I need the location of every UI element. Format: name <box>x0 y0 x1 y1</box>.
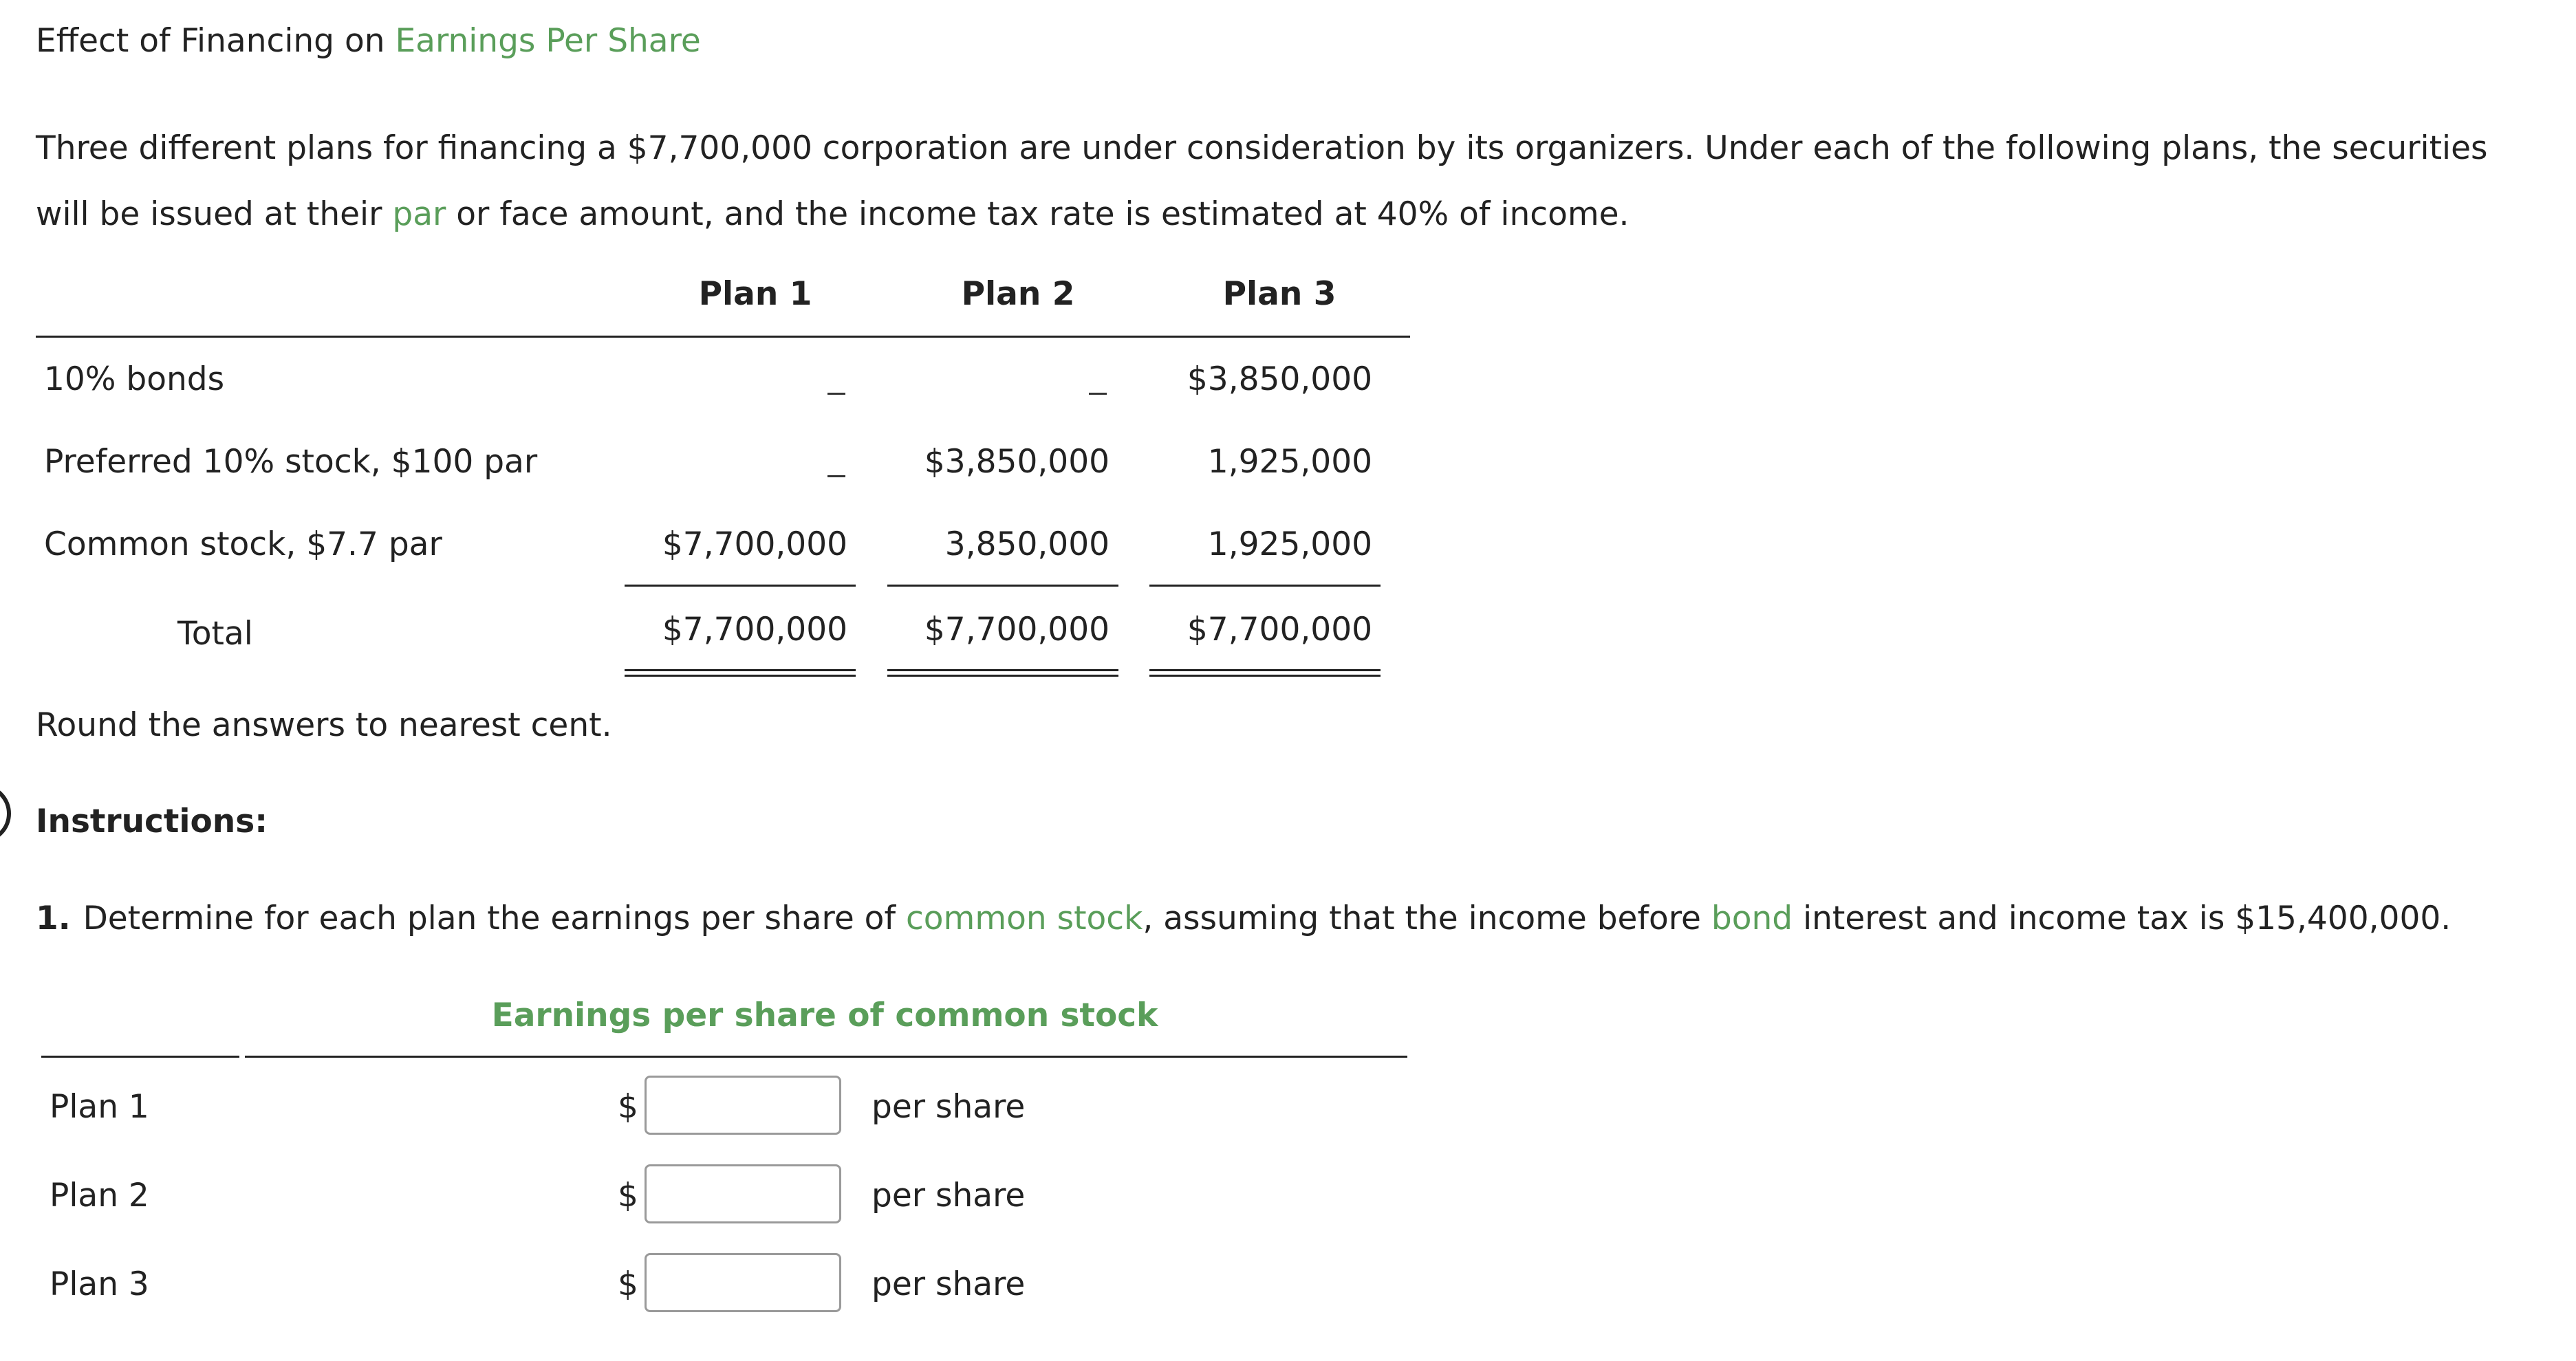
intro-paragraph <box>36 116 2553 248</box>
eps-heading: Earnings per share of common stock <box>491 997 1158 1034</box>
subtotal-rule-plan-1 <box>625 585 856 587</box>
column-header-plan-2: Plan 2 <box>961 275 1075 313</box>
plan-2-eps-input[interactable] <box>645 1164 841 1223</box>
row-label-preferred-stock: Preferred 10% stock, $100 par <box>44 443 538 481</box>
total-double-rule-plan-3 <box>1149 669 1381 677</box>
question-text-b: , assuming that the income before <box>1143 900 1711 937</box>
subtotal-rule-plan-2 <box>887 585 1118 587</box>
unit-label: per share <box>872 1088 1026 1126</box>
title-prefix: Effect of Financing on <box>36 22 396 60</box>
common-plan-1-value: $7,700,000 <box>662 525 847 563</box>
par-link[interactable]: par <box>392 195 446 233</box>
row-label-common-stock: Common stock, $7.7 par <box>44 525 442 563</box>
row-label-total: Total <box>177 615 253 653</box>
subtotal-rule-plan-3 <box>1149 585 1381 587</box>
answer-header-rule-right <box>245 1056 1407 1058</box>
question-1 <box>36 898 2451 939</box>
intro-line-1: Three different plans for financing a $7,700,000 corporation are under consideration by its organizers. Under each of the following plans, the securities <box>36 129 2488 167</box>
common-stock-link[interactable]: common stock <box>905 900 1143 937</box>
table-header-rule <box>36 336 1410 338</box>
question-number: 1. <box>36 900 71 937</box>
question-text-a: Determine for each plan the earnings per share of <box>83 900 906 937</box>
page-title <box>36 21 701 62</box>
intro-line-2-pre: will be issued at their <box>36 195 393 233</box>
instructions-heading: Instructions: <box>36 803 268 840</box>
plan-3-eps-input[interactable] <box>645 1253 841 1312</box>
empty-dash-plan-1 <box>827 393 845 395</box>
preferred-plan-2-value: $3,850,000 <box>924 443 1110 481</box>
bonds-plan-3-value: $3,850,000 <box>1187 360 1372 398</box>
unit-label: per share <box>872 1265 1026 1303</box>
empty-dash-plan-2 <box>1089 393 1107 395</box>
total-double-rule-plan-2 <box>887 669 1118 677</box>
currency-symbol: $ <box>618 1265 638 1303</box>
currency-symbol: $ <box>618 1177 638 1215</box>
answer-header-rule-left <box>41 1056 239 1058</box>
intro-line-2 <box>36 182 2553 248</box>
intro-line-2-post: or face amount, and the income tax rate is estimated at 40% of income. <box>446 195 1630 233</box>
column-header-plan-1: Plan 1 <box>698 275 812 313</box>
answer-label-plan-3: Plan 3 <box>50 1265 149 1303</box>
plan-1-eps-input[interactable] <box>645 1076 841 1135</box>
empty-dash-plan-1 <box>827 475 845 477</box>
total-plan-3-value: $7,700,000 <box>1187 611 1372 649</box>
currency-symbol: $ <box>618 1088 638 1126</box>
row-label-bonds: 10% bonds <box>44 360 225 398</box>
column-header-plan-3: Plan 3 <box>1222 275 1336 313</box>
common-plan-3-value: 1,925,000 <box>1207 525 1372 563</box>
preferred-plan-3-value: 1,925,000 <box>1207 443 1372 481</box>
total-double-rule-plan-1 <box>625 669 856 677</box>
answer-label-plan-2: Plan 2 <box>50 1177 149 1215</box>
side-circle-marker <box>0 784 11 843</box>
bond-link[interactable]: bond <box>1711 900 1793 937</box>
earnings-per-share-link[interactable]: Earnings Per Share <box>395 22 701 60</box>
common-plan-2-value: 3,850,000 <box>944 525 1110 563</box>
unit-label: per share <box>872 1177 1026 1215</box>
total-plan-1-value: $7,700,000 <box>662 611 847 649</box>
question-text-c: interest and income tax is $15,400,000. <box>1793 900 2451 937</box>
rounding-note: Round the answers to nearest cent. <box>36 706 612 744</box>
total-plan-2-value: $7,700,000 <box>924 611 1110 649</box>
answer-label-plan-1: Plan 1 <box>50 1088 149 1126</box>
